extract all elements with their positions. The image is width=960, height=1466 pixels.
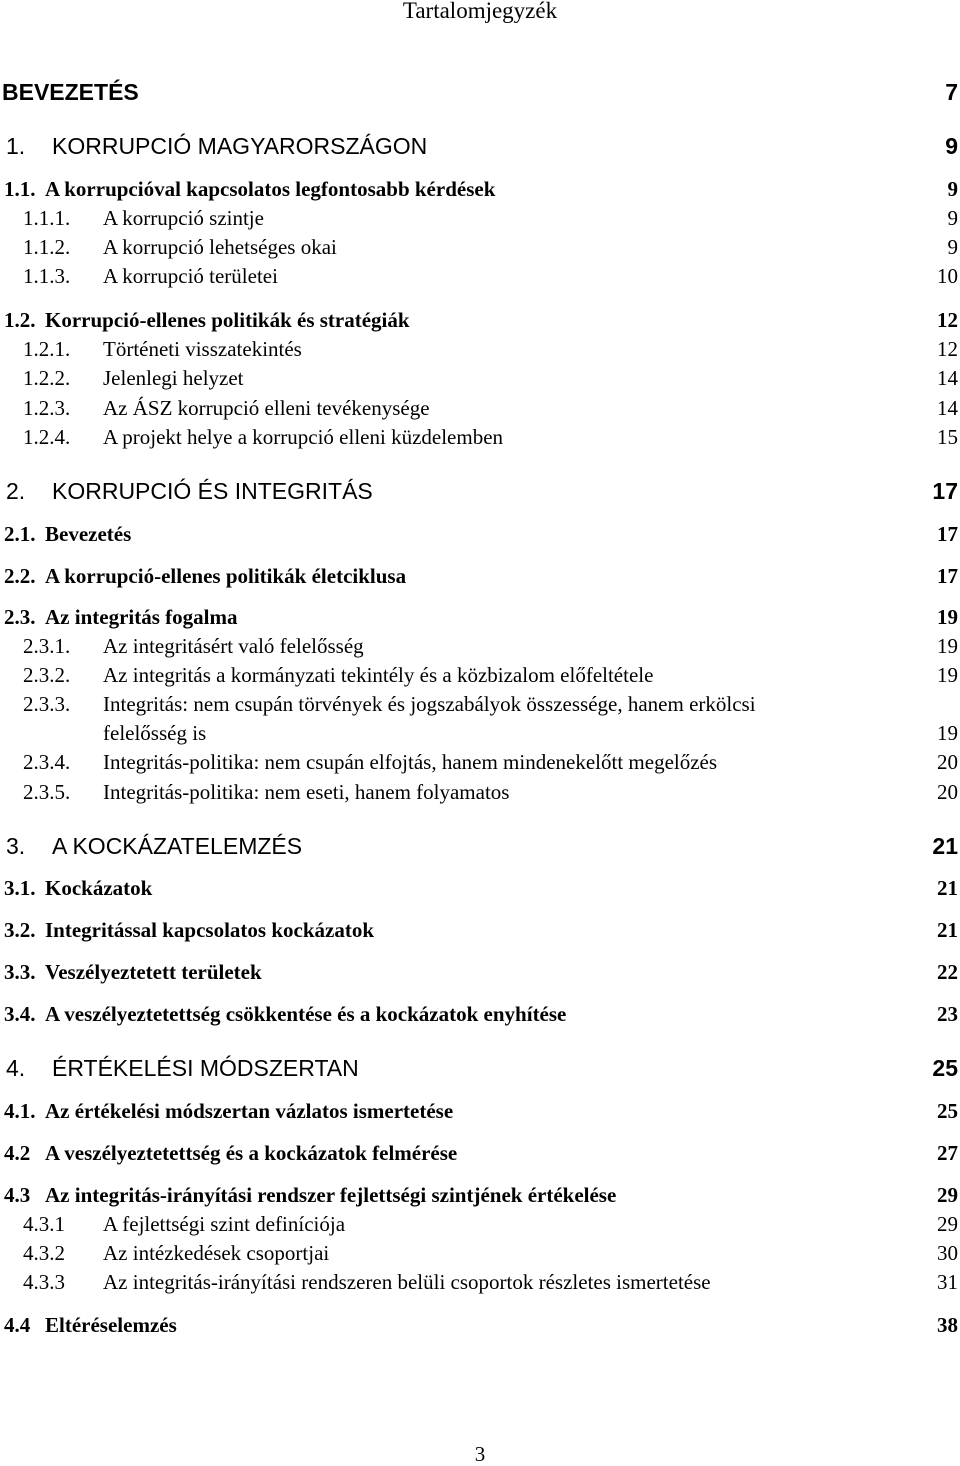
toc-text: A korrupció-ellenes politikák életciklusa (45, 564, 407, 588)
toc-text: A korrupció területei (103, 264, 278, 288)
toc-page: 23 (937, 1002, 958, 1026)
toc-text: KORRUPCIÓ MAGYARORSZÁGON (52, 133, 428, 159)
toc-number: 2.3.3. (23, 692, 71, 716)
toc-entry-3-2[interactable] (0, 915, 960, 945)
toc-text: Az integritás-irányítási rendszer fejlettségi szintjének értékelése (45, 1183, 617, 1207)
toc-entry-2[interactable] (0, 476, 960, 506)
toc-number: 1. (6, 133, 26, 159)
toc-page: 20 (937, 750, 958, 774)
toc-text: A korrupció szintje (103, 206, 264, 230)
toc-entry-bevezetes[interactable] (0, 77, 960, 107)
page-title: Tartalomjegyzék (402, 0, 558, 23)
toc-number: 4.3.3 (23, 1270, 65, 1294)
toc-entry-4-1[interactable] (0, 1096, 960, 1126)
toc-page: 21 (932, 833, 958, 859)
toc-page: 38 (937, 1313, 958, 1337)
toc-number: 2.1. (4, 522, 36, 546)
toc-entry-1-2-2[interactable] (0, 363, 960, 393)
toc-number: 3. (6, 833, 26, 859)
toc-page: 9 (947, 177, 958, 201)
toc-number: 1.2.2. (23, 366, 71, 390)
toc-text: Bevezetés (45, 522, 132, 546)
toc-page: 14 (937, 366, 958, 390)
toc-page: 17 (937, 564, 958, 588)
toc-page: 10 (937, 264, 958, 288)
toc-number: 1.1.2. (23, 235, 71, 259)
toc-page: 21 (937, 876, 958, 900)
toc-page: 29 (937, 1183, 958, 1207)
toc-entry-2-3[interactable] (0, 602, 960, 632)
toc-entry-2-3-5[interactable] (0, 777, 960, 807)
toc-text: A korrupció lehetséges okai (103, 235, 337, 259)
toc-text: felelősség is (103, 721, 207, 745)
toc-text: Az intézkedések csoportjai (103, 1241, 330, 1265)
toc-entry-4[interactable] (0, 1053, 960, 1083)
toc-page: 17 (937, 522, 958, 546)
toc-page: 29 (937, 1212, 958, 1236)
toc-entry-2-1[interactable] (0, 519, 960, 549)
toc-number: 4.1. (4, 1099, 36, 1123)
toc-number: 2.3.1. (23, 634, 71, 658)
toc-entry-3[interactable] (0, 831, 960, 861)
toc-text: Az integritásért való felelősség (103, 634, 364, 658)
toc-page: 19 (937, 663, 958, 687)
toc-entry-3-1[interactable] (0, 873, 960, 903)
toc-entry-3-4[interactable] (0, 999, 960, 1029)
toc-entry-2-2[interactable] (0, 561, 960, 591)
toc-entry-4-3-1[interactable] (0, 1209, 960, 1239)
toc-text: Integritással kapcsolatos kockázatok (45, 918, 375, 942)
toc-number: 4.4 (4, 1313, 31, 1337)
toc-text: Kockázatok (45, 876, 153, 900)
toc-number: 2.3.4. (23, 750, 71, 774)
toc-number: 3.3. (4, 960, 36, 984)
toc-page: 19 (937, 721, 958, 745)
toc-number: 1.1.1. (23, 206, 71, 230)
toc-text: Az értékelési módszertan vázlatos ismertetése (45, 1099, 454, 1123)
toc-number: 1.2.3. (23, 396, 71, 420)
toc-number: 3.1. (4, 876, 36, 900)
toc-page: 31 (937, 1270, 958, 1294)
toc-text: A korrupcióval kapcsolatos legfontosabb kérdések (45, 177, 496, 201)
toc-page: 25 (932, 1055, 958, 1081)
toc-number: 2. (6, 478, 26, 504)
toc-entry-1-1-3[interactable] (0, 261, 960, 291)
toc-page: 17 (932, 478, 958, 504)
toc-entry-4-2[interactable] (0, 1138, 960, 1168)
toc-text: Integritás-politika: nem csupán elfojtás, hanem mindenekelőtt megelőzés (103, 750, 718, 774)
toc-entry-2-3-1[interactable] (0, 631, 960, 661)
toc-page: 25 (937, 1099, 958, 1123)
toc-text: ÉRTÉKELÉSI MÓDSZERTAN (52, 1055, 359, 1081)
toc-entry-1-1-1[interactable] (0, 203, 960, 233)
toc-entry-2-3-4[interactable] (0, 747, 960, 777)
toc-number: 2.3.2. (23, 663, 71, 687)
toc-entry-4-3-3[interactable] (0, 1267, 960, 1297)
toc-page: 19 (937, 634, 958, 658)
toc-page: 9 (947, 206, 958, 230)
toc-number: 2.2. (4, 564, 36, 588)
toc-text: Az integritás a kormányzati tekintély és a közbizalom előfeltétele (103, 663, 654, 687)
toc-page: 14 (937, 396, 958, 420)
toc-text: A KOCKÁZATELEMZÉS (52, 833, 303, 859)
toc-text: Eltéréselemzés (45, 1313, 177, 1337)
toc-entry-1-2[interactable] (0, 305, 960, 335)
toc-text: Az integritás-irányítási rendszeren belüli csoportok részletes ismertetése (103, 1270, 711, 1294)
toc-text: A projekt helye a korrupció elleni küzdelemben (103, 425, 504, 449)
toc-page: 9 (947, 235, 958, 259)
toc-text: Korrupció-ellenes politikák és stratégiák (45, 308, 410, 332)
page-number: 3 (474, 1442, 486, 1466)
toc-page: 19 (937, 605, 958, 629)
toc-text: A fejlettségi szint definíciója (103, 1212, 346, 1236)
toc-entry-1-1-2[interactable] (0, 232, 960, 262)
toc-page: 30 (937, 1241, 958, 1265)
toc-number: 4.3.2 (23, 1241, 65, 1265)
toc-entry-3-3[interactable] (0, 957, 960, 987)
toc-page: 22 (937, 960, 958, 984)
toc-entry-4-3-2[interactable] (0, 1238, 960, 1268)
toc-number: 4. (6, 1055, 26, 1081)
toc-entry-4-4[interactable] (0, 1310, 960, 1340)
toc-entry-2-3-3-cont[interactable] (0, 718, 960, 748)
toc-page: 7 (945, 79, 958, 105)
toc-text: Jelenlegi helyzet (103, 366, 244, 390)
toc-number: 1.2.1. (23, 337, 71, 361)
toc-number: 1.2. (4, 308, 36, 332)
toc-text: Az ÁSZ korrupció elleni tevékenysége (103, 396, 430, 420)
toc-number: 1.2.4. (23, 425, 71, 449)
toc-number: 3.2. (4, 918, 36, 942)
toc-text: Integritás-politika: nem eseti, hanem folyamatos (103, 780, 510, 804)
toc-number: 2.3.5. (23, 780, 71, 804)
toc-number: 2.3. (4, 605, 36, 629)
toc-number: 4.3 (4, 1183, 31, 1207)
toc-number: 1.1. (4, 177, 36, 201)
toc-text: BEVEZETÉS (2, 79, 139, 105)
toc-text: Történeti visszatekintés (103, 337, 302, 361)
toc-entry-4-3[interactable] (0, 1180, 960, 1210)
toc-text: Az integritás fogalma (45, 605, 238, 629)
toc-entry-1-2-4[interactable] (0, 422, 960, 452)
toc-number: 4.2 (4, 1141, 31, 1165)
toc-text: A veszélyeztetettség csökkentése és a kockázatok enyhítése (45, 1002, 567, 1026)
toc-number: 4.3.1 (23, 1212, 65, 1236)
toc-text: Integritás: nem csupán törvények és jogszabályok összessége, hanem erkölcsi (103, 692, 756, 716)
toc-text: A veszélyeztetettség és a kockázatok felmérése (45, 1141, 458, 1165)
toc-page: 15 (937, 425, 958, 449)
toc-entry-1-1[interactable] (0, 174, 960, 204)
toc-entry-2-3-2[interactable] (0, 660, 960, 690)
toc-page: 27 (937, 1141, 958, 1165)
toc-text: Veszélyeztetett területek (45, 960, 262, 984)
toc-entry-2-3-3[interactable] (0, 689, 960, 719)
toc-page: 9 (945, 133, 958, 159)
toc-entry-1-2-3[interactable] (0, 393, 960, 423)
toc-entry-1-2-1[interactable] (0, 334, 960, 364)
toc-number: 3.4. (4, 1002, 36, 1026)
toc-page: 12 (937, 337, 958, 361)
toc-page: 21 (937, 918, 958, 942)
toc-page: 12 (937, 308, 958, 332)
toc-page: 20 (937, 780, 958, 804)
toc-number: 1.1.3. (23, 264, 71, 288)
toc-entry-1[interactable] (0, 131, 960, 161)
toc-text: KORRUPCIÓ ÉS INTEGRITÁS (52, 478, 373, 504)
